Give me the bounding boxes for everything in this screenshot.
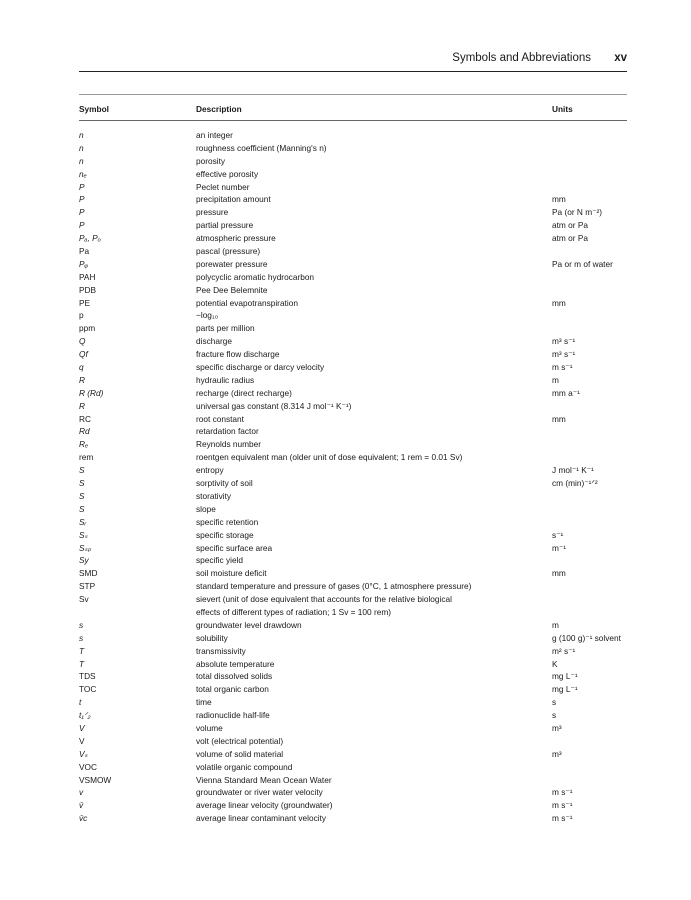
description-cell: fracture flow discharge — [196, 349, 280, 360]
symbol-cell: V — [79, 735, 85, 746]
table-row — [79, 129, 627, 142]
table-row — [79, 812, 627, 825]
description-cell: porosity — [196, 155, 226, 166]
description-cell: total dissolved solids — [196, 671, 273, 682]
description-cell: root constant — [196, 413, 244, 424]
table-row — [79, 696, 627, 709]
description-cell: standard temperature and pressure of gases (0°C, 1 atmosphere pressure) — [196, 581, 472, 592]
table-row — [79, 297, 627, 310]
column-header-description: Description — [196, 104, 242, 114]
symbol-cell: q — [79, 362, 84, 373]
table-row — [79, 658, 627, 671]
symbol-cell: ppm — [79, 323, 96, 334]
table-row — [79, 438, 627, 451]
units-cell: m s⁻¹ — [552, 787, 573, 798]
symbol-cell: V — [79, 722, 85, 733]
symbol-cell: P — [79, 207, 85, 218]
units-cell: m s⁻¹ — [552, 813, 573, 824]
symbol-cell: Qf — [79, 349, 88, 360]
table-row — [79, 709, 627, 722]
table-row — [79, 799, 627, 812]
symbol-cell: SMD — [79, 568, 98, 579]
units-cell: m s⁻¹ — [552, 362, 573, 373]
description-cell: volume of solid material — [196, 748, 284, 759]
table-row — [79, 168, 627, 181]
units-cell: s — [552, 697, 557, 708]
description-cell: pressure — [196, 207, 229, 218]
symbol-cell: p — [79, 310, 84, 321]
symbol-cell: PE — [79, 297, 91, 308]
symbol-cell: v — [79, 787, 84, 798]
description-cell: radionuclide half-life — [196, 710, 270, 721]
units-cell: atm or Pa — [552, 233, 588, 244]
table-row — [79, 374, 627, 387]
units-cell: atm or Pa — [552, 220, 588, 231]
table-row — [79, 206, 627, 219]
description-cell: parts per million — [196, 323, 255, 334]
table-row — [79, 155, 627, 168]
symbol-cell: v̄ — [79, 800, 84, 811]
units-cell: mm a⁻¹ — [552, 387, 580, 398]
table-row — [79, 335, 627, 348]
symbol-cell: R (Rd) — [79, 387, 104, 398]
units-cell: mm — [552, 194, 566, 205]
table-row — [79, 464, 627, 477]
symbol-cell: T — [79, 645, 85, 656]
symbol-cell: TOC — [79, 684, 97, 695]
description-cell: effective porosity — [196, 168, 259, 179]
table-header-row — [79, 95, 627, 121]
running-header — [79, 50, 627, 70]
table-row — [79, 722, 627, 735]
description-cell: porewater pressure — [196, 258, 268, 269]
table-row — [79, 309, 627, 322]
description-cell: roentgen equivalent man (older unit of dose equivalent; 1 rem = 0.01 Sv) — [196, 452, 463, 463]
symbol-cell: S — [79, 478, 85, 489]
units-cell: mg L⁻¹ — [552, 671, 578, 682]
table-row — [79, 451, 627, 464]
table-row — [79, 670, 627, 683]
units-cell: J mol⁻¹ K⁻¹ — [552, 465, 594, 476]
description-cell: hydraulic radius — [196, 374, 255, 385]
table-row — [79, 413, 627, 426]
description-cell: volt (electrical potential) — [196, 735, 284, 746]
table-row — [79, 322, 627, 335]
table-row — [79, 181, 627, 194]
symbol-cell: nₑ — [79, 168, 87, 179]
symbol-cell: t — [79, 697, 82, 708]
table-body — [79, 121, 627, 825]
description-cell: potential evapotranspiration — [196, 297, 298, 308]
table-row — [79, 786, 627, 799]
units-cell: m² s⁻¹ — [552, 645, 576, 656]
symbol-cell: rem — [79, 452, 94, 463]
description-cell: −log₁₀ — [196, 310, 219, 321]
table-row — [79, 567, 627, 580]
table-row — [79, 258, 627, 271]
symbol-cell: S — [79, 465, 85, 476]
description-cell: groundwater level drawdown — [196, 619, 302, 630]
table-row — [79, 503, 627, 516]
column-header-units: Units — [552, 104, 573, 114]
table-row — [79, 400, 627, 413]
description-cell: time — [196, 697, 212, 708]
table-row — [79, 529, 627, 542]
description-cell: solubility — [196, 632, 228, 643]
units-cell: m⁻¹ — [552, 542, 567, 553]
table-row — [79, 361, 627, 374]
table-row — [79, 554, 627, 567]
symbol-cell: R — [79, 400, 85, 411]
description-cell: volatile organic compound — [196, 761, 293, 772]
description-cell: recharge (direct recharge) — [196, 387, 292, 398]
units-cell: s — [552, 710, 557, 721]
symbol-cell: PDB — [79, 284, 97, 295]
symbol-cell: Vₛ — [79, 748, 88, 759]
units-cell: m³ s⁻¹ — [552, 349, 576, 360]
units-cell: mm — [552, 568, 566, 579]
description-cell: polycyclic aromatic hydrocarbon — [196, 271, 315, 282]
units-cell: mm — [552, 297, 566, 308]
table-row — [79, 683, 627, 696]
description-cell: storativity — [196, 490, 232, 501]
description-cell: average linear contaminant velocity — [196, 813, 327, 824]
table-row — [79, 748, 627, 761]
description-cell: sorptivity of soil — [196, 478, 253, 489]
description-cell: retardation factor — [196, 426, 259, 437]
table-row — [79, 490, 627, 503]
description-cell: absolute temperature — [196, 658, 275, 669]
symbol-cell: t₁ᐟ₂ — [79, 710, 91, 721]
description-cell: sievert (unit of dose equivalent that accounts for the relative biological effects of different types of radiation; 1 Sv = 100 rem) — [196, 594, 452, 617]
page-number: xv — [614, 52, 627, 64]
symbol-cell: Sv — [79, 594, 89, 605]
description-cell: atmospheric pressure — [196, 233, 276, 244]
table-row — [79, 245, 627, 258]
symbol-cell: Sₛₚ — [79, 542, 92, 553]
running-title: Symbols and Abbreviations — [452, 52, 591, 64]
column-header-symbol: Symbol — [79, 104, 109, 114]
symbol-cell: Pᵩ — [79, 258, 89, 269]
symbol-cell: Rd — [79, 426, 90, 437]
symbol-cell: S — [79, 490, 85, 501]
description-cell: partial pressure — [196, 220, 254, 231]
table-row — [79, 735, 627, 748]
units-cell: m — [552, 374, 559, 385]
description-cell: precipitation amount — [196, 194, 271, 205]
symbols-table — [79, 94, 627, 825]
description-cell: Peclet number — [196, 181, 250, 192]
units-cell: m — [552, 619, 559, 630]
units-cell: g (100 g)⁻¹ solvent — [552, 632, 621, 643]
description-cell: discharge — [196, 336, 232, 347]
table-row — [79, 580, 627, 593]
description-cell: specific storage — [196, 529, 254, 540]
symbol-cell: P — [79, 194, 85, 205]
symbol-cell: T — [79, 658, 85, 669]
description-cell: Reynolds number — [196, 439, 262, 450]
description-cell: roughness coefficient (Manning's n) — [196, 142, 327, 153]
symbol-cell: v̄c — [79, 813, 88, 824]
symbol-cell: Q — [79, 336, 86, 347]
table-row — [79, 193, 627, 206]
units-cell: mm — [552, 413, 566, 424]
table-row — [79, 761, 627, 774]
symbol-cell: Sy — [79, 555, 89, 566]
symbol-cell: Sᵣ — [79, 516, 87, 527]
description-cell: specific yield — [196, 555, 244, 566]
table-row — [79, 284, 627, 297]
units-cell: mg L⁻¹ — [552, 684, 578, 695]
symbol-cell: n — [79, 130, 84, 140]
symbol-cell: VOC — [79, 761, 97, 772]
table-row — [79, 387, 627, 400]
description-cell: groundwater or river water velocity — [196, 787, 323, 798]
units-cell: Pa or m of water — [552, 258, 613, 269]
units-cell: cm (min)⁻¹ᐟ² — [552, 478, 598, 489]
table-row — [79, 271, 627, 284]
description-cell: universal gas constant (8.314 J mol⁻¹ K⁻¹) — [196, 400, 352, 411]
description-cell: volume — [196, 722, 223, 733]
symbol-cell: S — [79, 503, 85, 514]
symbol-cell: R — [79, 374, 85, 385]
units-cell: Pa (or N m⁻²) — [552, 207, 603, 218]
table-row — [79, 774, 627, 787]
description-cell: Pee Dee Belemnite — [196, 284, 268, 295]
description-cell: entropy — [196, 465, 224, 476]
table-row — [79, 632, 627, 645]
symbol-cell: P — [79, 220, 85, 231]
description-cell: soil moisture deficit — [196, 568, 267, 579]
description-cell: specific discharge or darcy velocity — [196, 362, 325, 373]
symbol-cell: s — [79, 632, 84, 643]
description-cell: average linear velocity (groundwater) — [196, 800, 333, 811]
table-row — [79, 425, 627, 438]
description-cell: an integer — [196, 130, 233, 140]
description-cell: slope — [196, 503, 216, 514]
table-row — [79, 619, 627, 632]
symbol-cell: Rₑ — [79, 439, 89, 450]
symbol-cell: Pa — [79, 246, 90, 257]
table-row — [79, 477, 627, 490]
header-rule — [79, 71, 627, 72]
table-row — [79, 542, 627, 555]
symbol-cell: VSMOW — [79, 774, 112, 785]
units-cell: m³ — [552, 748, 562, 759]
symbol-cell: s — [79, 619, 84, 630]
units-cell: K — [552, 658, 558, 669]
description-cell: total organic carbon — [196, 684, 269, 695]
table-row — [79, 645, 627, 658]
symbol-cell: TDS — [79, 671, 96, 682]
description-cell: specific surface area — [196, 542, 273, 553]
symbol-cell: P — [79, 181, 85, 192]
units-cell: m³ — [552, 722, 562, 733]
units-cell: m³ s⁻¹ — [552, 336, 576, 347]
symbol-cell: n — [79, 155, 84, 166]
table-row — [79, 232, 627, 245]
symbol-cell: n — [79, 142, 84, 153]
description-cell: specific retention — [196, 516, 259, 527]
table-row — [79, 593, 627, 619]
units-cell: s⁻¹ — [552, 529, 564, 540]
symbol-cell: Sₛ — [79, 529, 88, 540]
table-row — [79, 219, 627, 232]
description-cell: Vienna Standard Mean Ocean Water — [196, 774, 332, 785]
table-row — [79, 142, 627, 155]
symbol-cell: STP — [79, 581, 96, 592]
symbol-cell: RC — [79, 413, 91, 424]
symbol-cell: PAH — [79, 271, 96, 282]
description-cell: transmissivity — [196, 645, 246, 656]
table-row — [79, 348, 627, 361]
table-row — [79, 516, 627, 529]
symbol-cell: Pₐ, Pₒ — [79, 233, 101, 244]
description-cell: pascal (pressure) — [196, 246, 261, 257]
units-cell: m s⁻¹ — [552, 800, 573, 811]
